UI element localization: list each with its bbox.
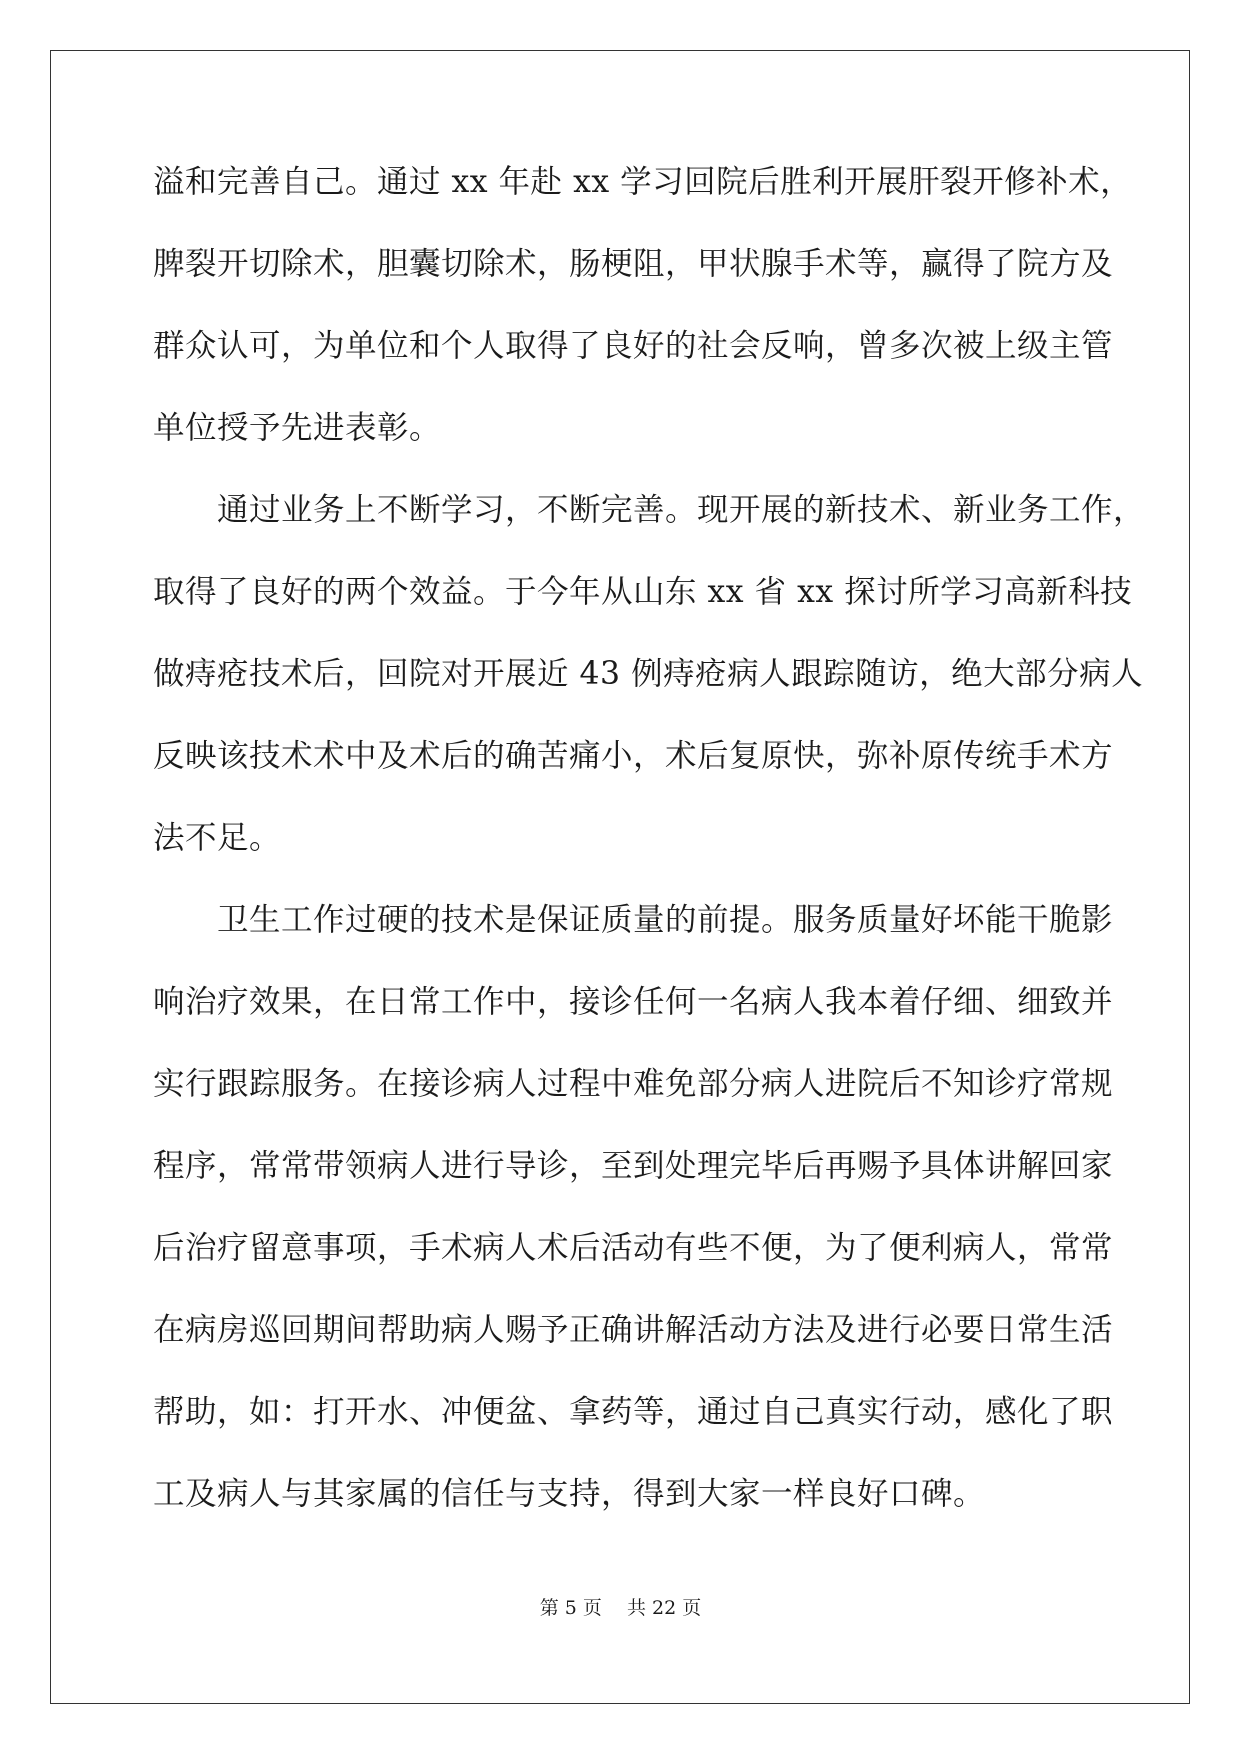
text-line: 溢和完善自己。通过 xx 年赴 xx 学习回院后胜利开展肝裂开修补术， xyxy=(153,164,1133,200)
text-line: 帮助，如：打开水、冲便盆、拿药等，通过自己真实行动，感化了职 xyxy=(153,1394,1114,1430)
text-line: 工及病人与其家属的信任与支持，得到大家一样良好口碑。 xyxy=(153,1476,986,1512)
page-number-footer: 第 5 页 共 22 页 xyxy=(539,1597,702,1619)
text-line: 脾裂开切除术，胆囊切除术，肠梗阻，甲状腺手术等，赢得了院方及 xyxy=(153,246,1114,282)
text-line: 群众认可，为单位和个人取得了良好的社会反响，曾多次被上级主管 xyxy=(153,328,1114,364)
text-line: 实行跟踪服务。在接诊病人过程中难免部分病人进院后不知诊疗常规 xyxy=(153,1066,1114,1102)
text-line: 反映该技术术中及术后的确苦痛小，术后复原快，弥补原传统手术方 xyxy=(153,738,1114,774)
page-border xyxy=(50,50,1190,1704)
text-line: 响治疗效果，在日常工作中，接诊任何一名病人我本着仔细、细致并 xyxy=(153,984,1114,1020)
text-line: 单位授予先进表彰。 xyxy=(153,410,442,446)
text-line: 做痔疮技术后，回院对开展近 43 例痔疮病人跟踪随访，绝大部分病人 xyxy=(153,656,1144,692)
text-line: 通过业务上不断学习，不断完善。现开展的新技术、新业务工作， xyxy=(153,492,1146,528)
text-line: 程序，常常带领病人进行导诊，至到处理完毕后再赐予具体讲解回家 xyxy=(153,1148,1114,1184)
text-line: 在病房巡回期间帮助病人赐予正确讲解活动方法及进行必要日常生活 xyxy=(153,1312,1114,1348)
text-line: 取得了良好的两个效益。于今年从山东 xx 省 xx 探讨所学习高新科技 xyxy=(153,574,1133,610)
text-line: 后治疗留意事项，手术病人术后活动有些不便，为了便利病人，常常 xyxy=(153,1230,1114,1266)
text-line: 法不足。 xyxy=(153,820,282,856)
text-line: 卫生工作过硬的技术是保证质量的前提。服务质量好坏能干脆影 xyxy=(153,902,1114,938)
